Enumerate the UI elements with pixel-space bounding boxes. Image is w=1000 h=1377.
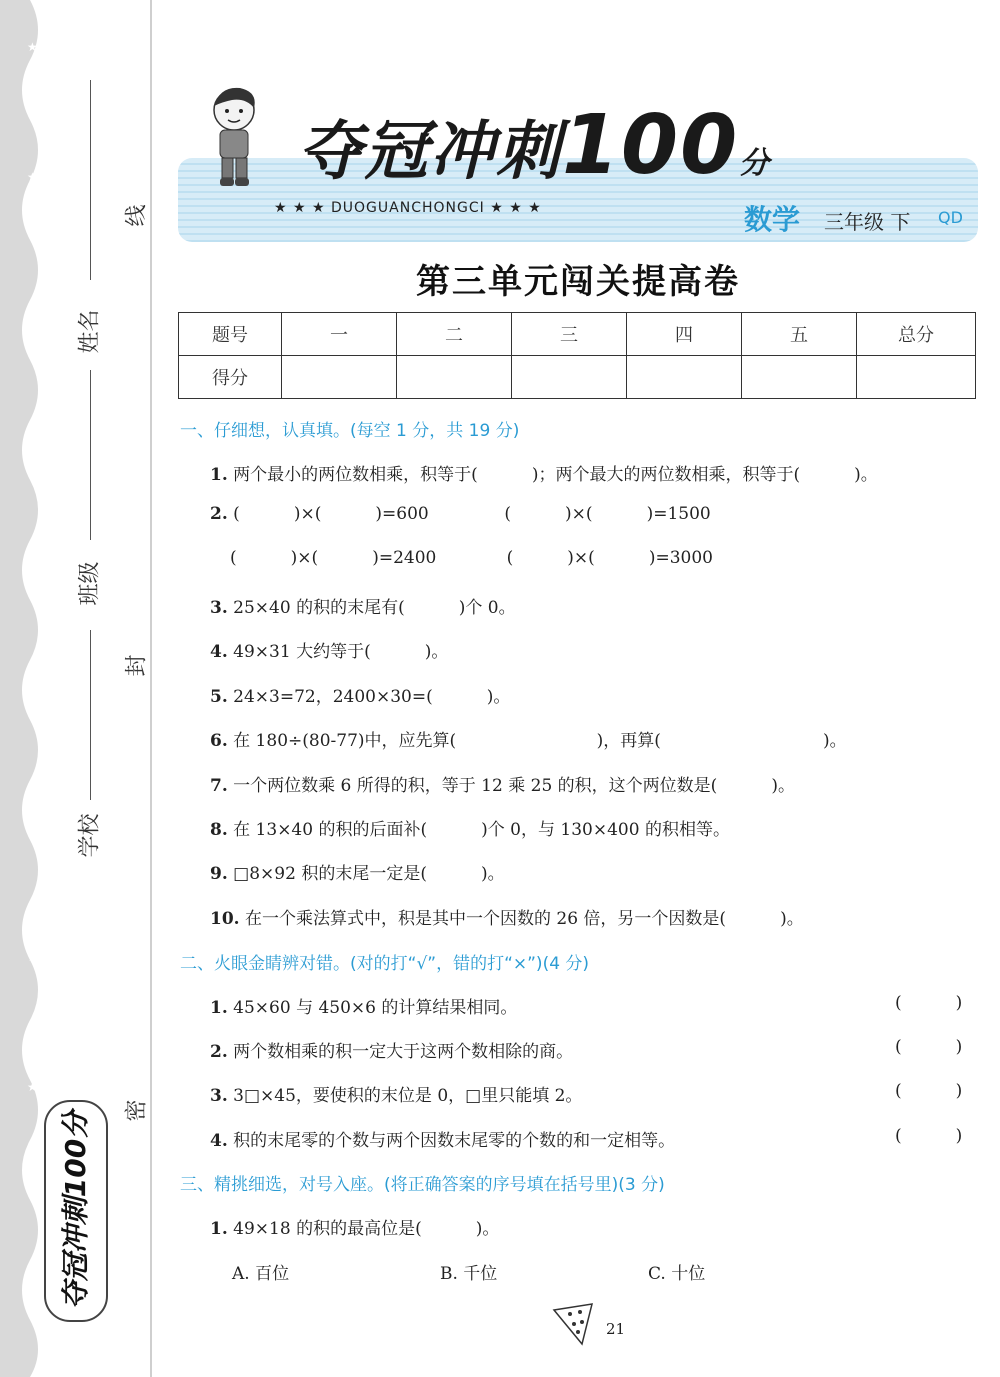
name-write-line[interactable] bbox=[90, 80, 91, 280]
question-item[interactable] bbox=[210, 593, 516, 618]
sidebar-logo-text: 夺冠冲刺100分 bbox=[59, 1110, 92, 1310]
score-cell[interactable] bbox=[512, 356, 627, 399]
binding-line bbox=[150, 0, 152, 1377]
question-number: 3. bbox=[210, 598, 228, 618]
score-header-cell: 总分 bbox=[857, 313, 976, 356]
question-text: 3□×45，要使积的末位是 0，□里只能填 2。 bbox=[233, 1086, 583, 1106]
question-text: 在 13×40 的积的后面补( )个 0，与 130×400 的积相等。 bbox=[233, 820, 730, 840]
question-text: 45×60 与 450×6 的计算结果相同。 bbox=[233, 998, 518, 1018]
star-icon: ★ bbox=[27, 950, 38, 964]
question-number: 2. bbox=[210, 1042, 228, 1062]
question-number: 2. bbox=[210, 504, 228, 524]
star-icon: ★ bbox=[27, 430, 38, 444]
question-text: 一个两位数乘 6 所得的积，等于 12 乘 25 的积，这个两位数是( )。 bbox=[233, 776, 795, 796]
question-text: 两个最小的两位数相乘，积等于( )；两个最大的两位数相乘，积等于( )。 bbox=[233, 465, 878, 485]
answer-paren[interactable]: ( ) bbox=[895, 993, 963, 1013]
question-number: 8. bbox=[210, 820, 228, 840]
star-icon: ★ bbox=[27, 1080, 38, 1094]
score-header-cell: 四 bbox=[627, 313, 742, 356]
question-number: 1. bbox=[210, 998, 228, 1018]
score-cell[interactable] bbox=[742, 356, 857, 399]
score-header-cell: 三 bbox=[512, 313, 627, 356]
question-item[interactable] bbox=[210, 637, 448, 662]
page-number: 21 bbox=[606, 1320, 626, 1338]
page-title: 第三单元闯关提高卷 bbox=[416, 262, 740, 302]
question-number: 10. bbox=[210, 909, 240, 929]
option-a[interactable]: A. 百位 bbox=[232, 1264, 290, 1284]
question-number: 4. bbox=[210, 642, 228, 662]
score-cell[interactable] bbox=[627, 356, 742, 399]
option-c[interactable]: C. 十位 bbox=[648, 1264, 706, 1284]
brand-logo-number: 100 bbox=[562, 98, 740, 193]
header bbox=[178, 80, 978, 250]
subject-label: 数学 bbox=[744, 203, 801, 236]
question-item[interactable] bbox=[210, 682, 510, 707]
question-item[interactable] bbox=[210, 904, 804, 929]
boy-mascot-icon bbox=[200, 84, 270, 194]
brand-logo bbox=[298, 98, 771, 193]
name-label: 姓名 bbox=[77, 309, 103, 354]
brand-pinyin: ★ ★ ★ DUOGUANCHONGCI ★ ★ ★ bbox=[274, 200, 542, 216]
question-text: □8×92 积的末尾一定是( )。 bbox=[233, 864, 505, 884]
score-cell[interactable] bbox=[857, 356, 976, 399]
answer-paren[interactable]: ( ) bbox=[895, 1037, 963, 1057]
question-text: 在一个乘法算式中，积是其中一个因数的 26 倍，另一个因数是( )。 bbox=[244, 909, 804, 929]
question-text: 积的末尾零的个数与两个因数末尾零的个数的和一定相等。 bbox=[233, 1131, 676, 1151]
score-header-cell: 一 bbox=[282, 313, 397, 356]
brand-logo-unit: 分 bbox=[739, 146, 772, 181]
section-title: 三、精挑细选，对号入座。(将正确答案的序号填在括号里)(3 分) bbox=[180, 1175, 665, 1195]
question-item[interactable] bbox=[210, 1214, 499, 1239]
school-write-line[interactable] bbox=[90, 630, 91, 800]
question-item[interactable] bbox=[210, 859, 505, 884]
question-number: 1. bbox=[210, 465, 228, 485]
question-text: 49×31 大约等于( )。 bbox=[233, 642, 449, 662]
question-number: 1. bbox=[210, 1219, 228, 1239]
grade-label: 三年级 下 bbox=[824, 210, 911, 234]
sidebar-logo bbox=[40, 1100, 150, 1320]
star-icon: ★ bbox=[27, 300, 38, 314]
question-text: 24×3=72，2400×30=( )。 bbox=[233, 687, 511, 707]
question-item bbox=[210, 993, 517, 1018]
score-cell[interactable] bbox=[397, 356, 512, 399]
sidebar bbox=[0, 0, 152, 1377]
question-item bbox=[210, 1081, 582, 1106]
strawberry-icon bbox=[548, 1300, 602, 1348]
seal-char-mi: 密 bbox=[124, 1099, 150, 1122]
answer-paren[interactable]: ( ) bbox=[895, 1126, 963, 1146]
score-cell[interactable] bbox=[282, 356, 397, 399]
seal-char-xian: 线 bbox=[124, 204, 150, 227]
section-title: 二、火眼金睛辨对错。(对的打“√”，错的打“×”)(4 分) bbox=[180, 954, 590, 974]
star-icon: ★ bbox=[27, 40, 38, 54]
score-table bbox=[178, 312, 976, 399]
section-title: 一、仔细想，认真填。(每空 1 分，共 19 分) bbox=[180, 421, 520, 441]
answer-paren[interactable]: ( ) bbox=[895, 1081, 963, 1101]
star-icon: ★ bbox=[27, 560, 38, 574]
question-item[interactable] bbox=[210, 504, 711, 524]
question-item[interactable] bbox=[210, 726, 847, 751]
score-header-cell: 五 bbox=[742, 313, 857, 356]
score-table-header-row bbox=[179, 313, 976, 356]
question-text: 两个数相乘的积一定大于这两个数相除的商。 bbox=[233, 1042, 574, 1062]
score-header-cell: 题号 bbox=[179, 313, 282, 356]
question-text: 49×18 的积的最高位是( )。 bbox=[233, 1219, 500, 1239]
score-table-row bbox=[179, 356, 976, 399]
question-number: 5. bbox=[210, 687, 228, 707]
question-number: 3. bbox=[210, 1086, 228, 1106]
score-header-cell: 二 bbox=[397, 313, 512, 356]
question-item bbox=[210, 1126, 675, 1151]
class-write-line[interactable] bbox=[90, 370, 91, 540]
question-number: 4. bbox=[210, 1131, 228, 1151]
question-number: 7. bbox=[210, 776, 228, 796]
question-item[interactable] bbox=[210, 771, 795, 796]
question-text: 25×40 的积的末尾有( )个 0。 bbox=[233, 598, 516, 618]
question-item[interactable] bbox=[210, 460, 878, 485]
edition-label: QD bbox=[938, 208, 963, 227]
question-item[interactable] bbox=[230, 548, 713, 568]
question-text: ( )×( )=2400 ( )×( )=3000 bbox=[230, 548, 713, 568]
brand-logo-main: 夺冠冲刺 bbox=[298, 115, 562, 189]
score-row-label: 得分 bbox=[179, 356, 282, 399]
question-text: 在 180÷(80-77)中，应先算( )，再算( )。 bbox=[233, 731, 847, 751]
question-text: ( )×( )=600 ( )×( )=1500 bbox=[233, 504, 711, 524]
star-icon: ★ bbox=[27, 690, 38, 704]
option-b[interactable]: B. 千位 bbox=[440, 1264, 498, 1284]
school-label: 学校 bbox=[77, 813, 103, 858]
question-number: 6. bbox=[210, 731, 228, 751]
question-item[interactable] bbox=[210, 815, 730, 840]
question-number: 9. bbox=[210, 864, 228, 884]
seal-char-feng: 封 bbox=[124, 654, 150, 677]
question-item bbox=[210, 1037, 573, 1062]
star-icon: ★ bbox=[27, 170, 38, 184]
class-label: 班级 bbox=[77, 561, 103, 606]
star-icon: ★ bbox=[27, 820, 38, 834]
